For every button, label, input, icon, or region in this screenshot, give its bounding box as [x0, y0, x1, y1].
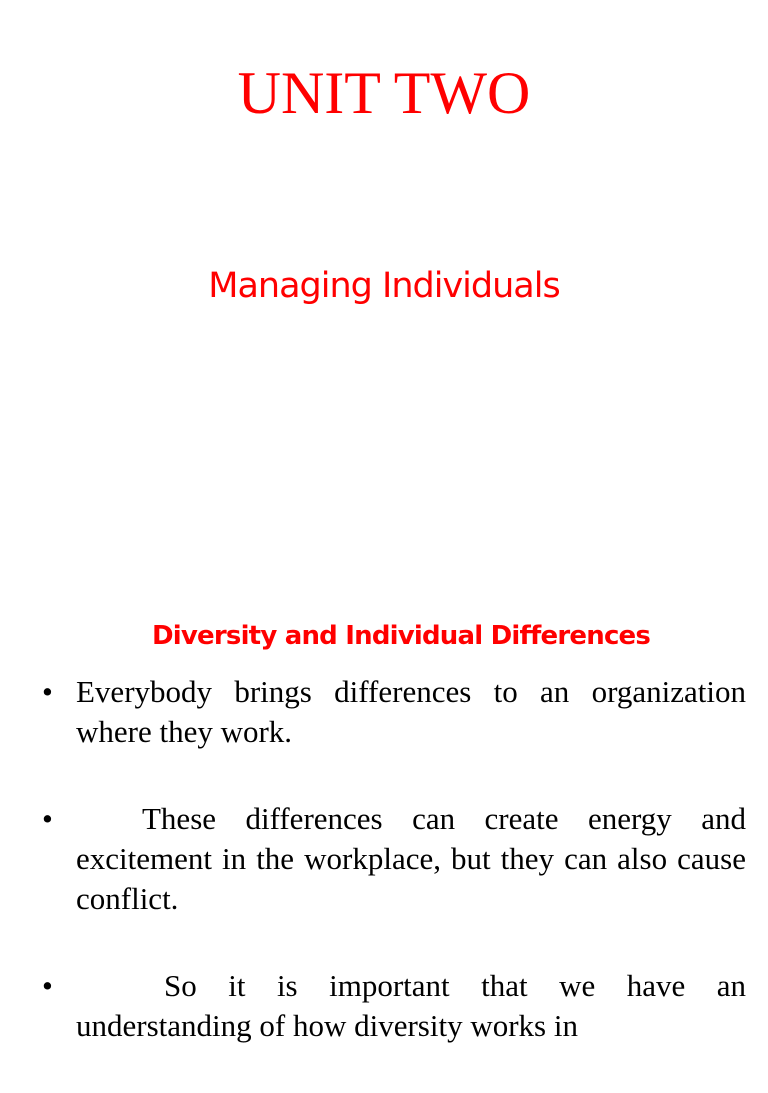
bullet-list: [40, 672, 746, 1093]
slide-title: Managing Individuals: [208, 266, 560, 306]
bullet-icon: •: [42, 801, 53, 836]
bullet-text: Everybody brings differences to an organization where they work.: [76, 674, 746, 749]
list-item: [40, 799, 746, 919]
bullet-icon: •: [42, 674, 53, 709]
section-title: Diversity and Individual Differences: [152, 621, 651, 651]
bullet-icon: •: [42, 968, 53, 1003]
bullet-text: These differences can create energy and excitement in the workplace, but they can also cause conflict.: [76, 801, 746, 916]
bullet-text: So it is important that we have an understanding of how diversity works in: [76, 968, 746, 1043]
unit-heading: UNIT TWO: [237, 60, 531, 126]
list-item: [40, 966, 746, 1046]
list-item: [40, 672, 746, 752]
